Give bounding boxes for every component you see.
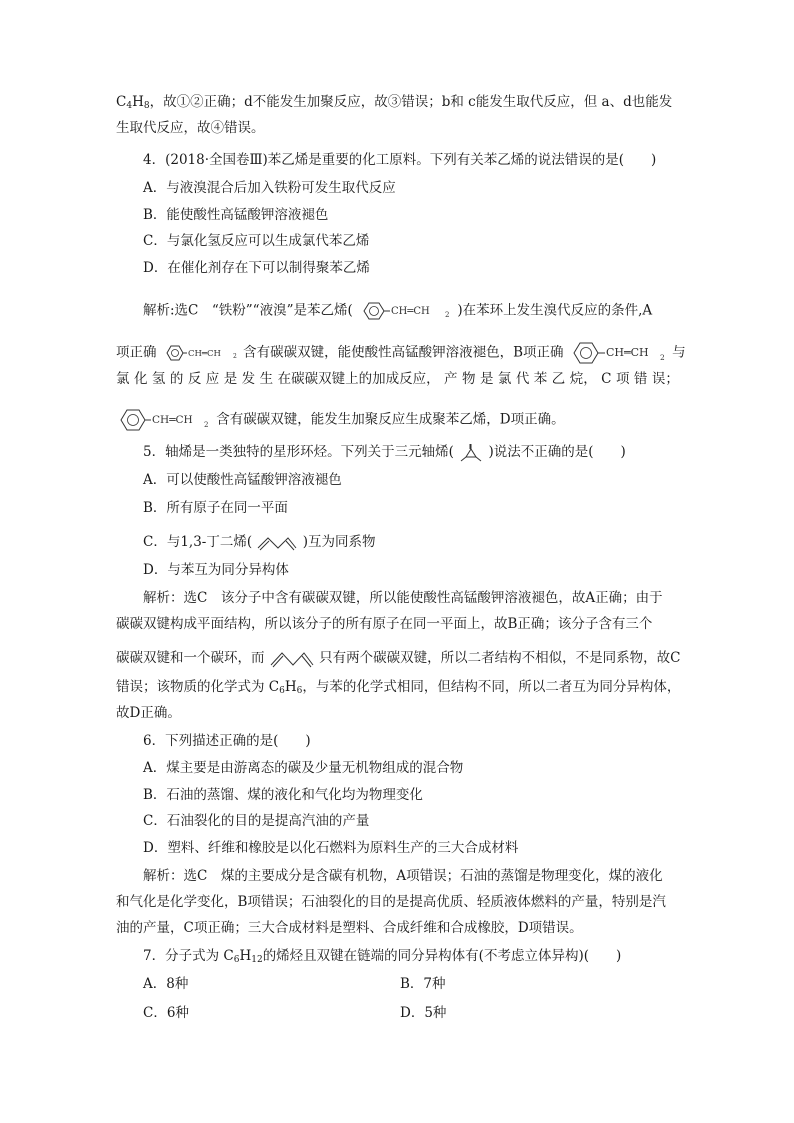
trimethylenecyclopropane-structure xyxy=(458,443,484,463)
styrene-structure-2 xyxy=(161,342,239,364)
svg-text:2: 2 xyxy=(232,353,237,360)
svg-text:2: 2 xyxy=(445,311,450,319)
q5-explanation-line-1: 解析：选C 该分子中含有碳碳双键，所以能使酸性高锰酸钾溶液褪色，故A正确；由于 xyxy=(143,590,663,606)
q4-explanation-line-3: 氯 化 氢 的 反 应 是 发 生 在碳碳双键上的加成反应， 产 物 是 氯 代 苯 乙 烷， C 项 错 误； xyxy=(116,371,679,387)
butadiene-structure-2 xyxy=(269,649,315,669)
q6-option-d: D．塑料、纤维和橡胶是以化石燃料为原料生产的三大合成材料 xyxy=(143,840,519,856)
q5-explanation-line-3: 碳碳双键和一个碳环，而 只有两个碳碳双键，所以二者结构不相似，不是同系物，故C xyxy=(116,648,680,669)
styrene-structure-4 xyxy=(116,405,212,435)
q4-explanation-line-4: CH═CH 2 含有碳碳双键，能发生加聚反应生成聚苯乙烯，D项正确。 xyxy=(116,405,565,435)
line-2: 生取代反应，故④错误。 xyxy=(116,120,265,136)
question-5: 5．轴烯是一类独特的星形环烃。下列关于三元轴烯( )说法不正确的是( ) xyxy=(143,442,626,463)
q5-explanation-line-4: 错误；该物质的化学式为 $C_6H_6$，与苯的化学式相同，但结构不同，所以二者互为同分异构体， xyxy=(116,679,681,696)
butadiene-structure-1 xyxy=(256,534,298,552)
question-6: 6．下列描述正确的是( ) xyxy=(143,733,311,749)
q4-option-c: C．与氯化氢反应可以生成氯代苯乙烯 xyxy=(143,233,370,249)
q4-explanation-line-2: 项正确 CH═CH 2 含有碳碳双键，能使酸性高锰酸钾溶液褪色，B项正确 CH═CH 2 与 xyxy=(116,338,686,368)
q7-option-b: B．7种 xyxy=(400,976,446,992)
q4-option-a: A．与液溴混合后加入铁粉可发生取代反应 xyxy=(143,180,396,196)
q5-option-a: A．可以使酸性高锰酸钾溶液褪色 xyxy=(143,472,342,488)
q7-option-c: C．6种 xyxy=(143,1005,189,1021)
q5-option-c: C．与1,3-丁二烯( )互为同系物 xyxy=(143,534,376,550)
q5-option-d: D．与苯互为同分异构体 xyxy=(143,562,289,578)
svg-text:CH═CH: CH═CH xyxy=(605,346,649,359)
svg-text:CH═CH: CH═CH xyxy=(391,306,430,317)
q6-explanation-line-2: 和气化是化学变化，B项错误；石油裂化的目的是提高优质、轻质液体燃料的产量，特别是汽 xyxy=(116,894,666,910)
q7-option-a: A．8种 xyxy=(143,976,189,992)
q4-explanation-line-1: 解析:选C “铁粉”“液溴”是苯乙烯( CH═CH 2 )在苯环上发生溴代反应的条件,A xyxy=(143,299,652,323)
q6-option-b: B．石油的蒸馏、煤的液化和气化均为物理变化 xyxy=(143,787,423,803)
q6-option-c: C．石油裂化的目的是提高汽油的产量 xyxy=(143,813,370,829)
q4-option-b: B．能使酸性高锰酸钾溶液褪色 xyxy=(143,207,329,223)
styrene-structure-1 xyxy=(357,299,453,323)
question-7: 7．分子式为 $C_6H_{12}$的烯烃且双键在链端的同分异构体有(不考虑立体异构)( ) xyxy=(143,948,622,965)
q6-option-a: A．煤主要是由游离态的碳及少量无机物组成的混合物 xyxy=(143,760,464,776)
q5-option-b: B．所有原子在同一平面 xyxy=(143,500,288,516)
q5-explanation-line-2: 碳碳双键构成平面结构，所以该分子的所有原子在同一平面上，故B正确；该分子含有三个 xyxy=(116,616,653,632)
q6-explanation-line-3: 油的产量，C项正确；三大合成材料是塑料、合成纤维和合成橡胶，D项错误。 xyxy=(116,920,583,936)
q5-explanation-line-5: 故D正确。 xyxy=(116,705,181,721)
q6-explanation-line-1: 解析：选C 煤的主要成分是含碳有机物，A项错误；石油的蒸馏是物理变化，煤的液化 xyxy=(143,868,663,884)
q7-option-d: D．5种 xyxy=(400,1005,447,1021)
styrene-structure-3 xyxy=(568,338,668,368)
svg-text:CH═CH: CH═CH xyxy=(187,349,221,359)
svg-text:2: 2 xyxy=(204,421,209,429)
line-1: $C_4H_8$，故①②正确；d不能发生加聚反应，故③错误；b和 c能发生取代反应，但 a、d也能发 xyxy=(116,94,673,111)
svg-text:2: 2 xyxy=(659,353,665,362)
svg-text:CH═CH: CH═CH xyxy=(152,414,193,426)
question-4: 4．(2018·全国卷Ⅲ)苯乙烯是重要的化工原料。下列有关苯乙烯的说法错误的是( ) xyxy=(143,152,657,168)
q4-option-d: D．在催化剂存在下可以制得聚苯乙烯 xyxy=(143,260,370,276)
